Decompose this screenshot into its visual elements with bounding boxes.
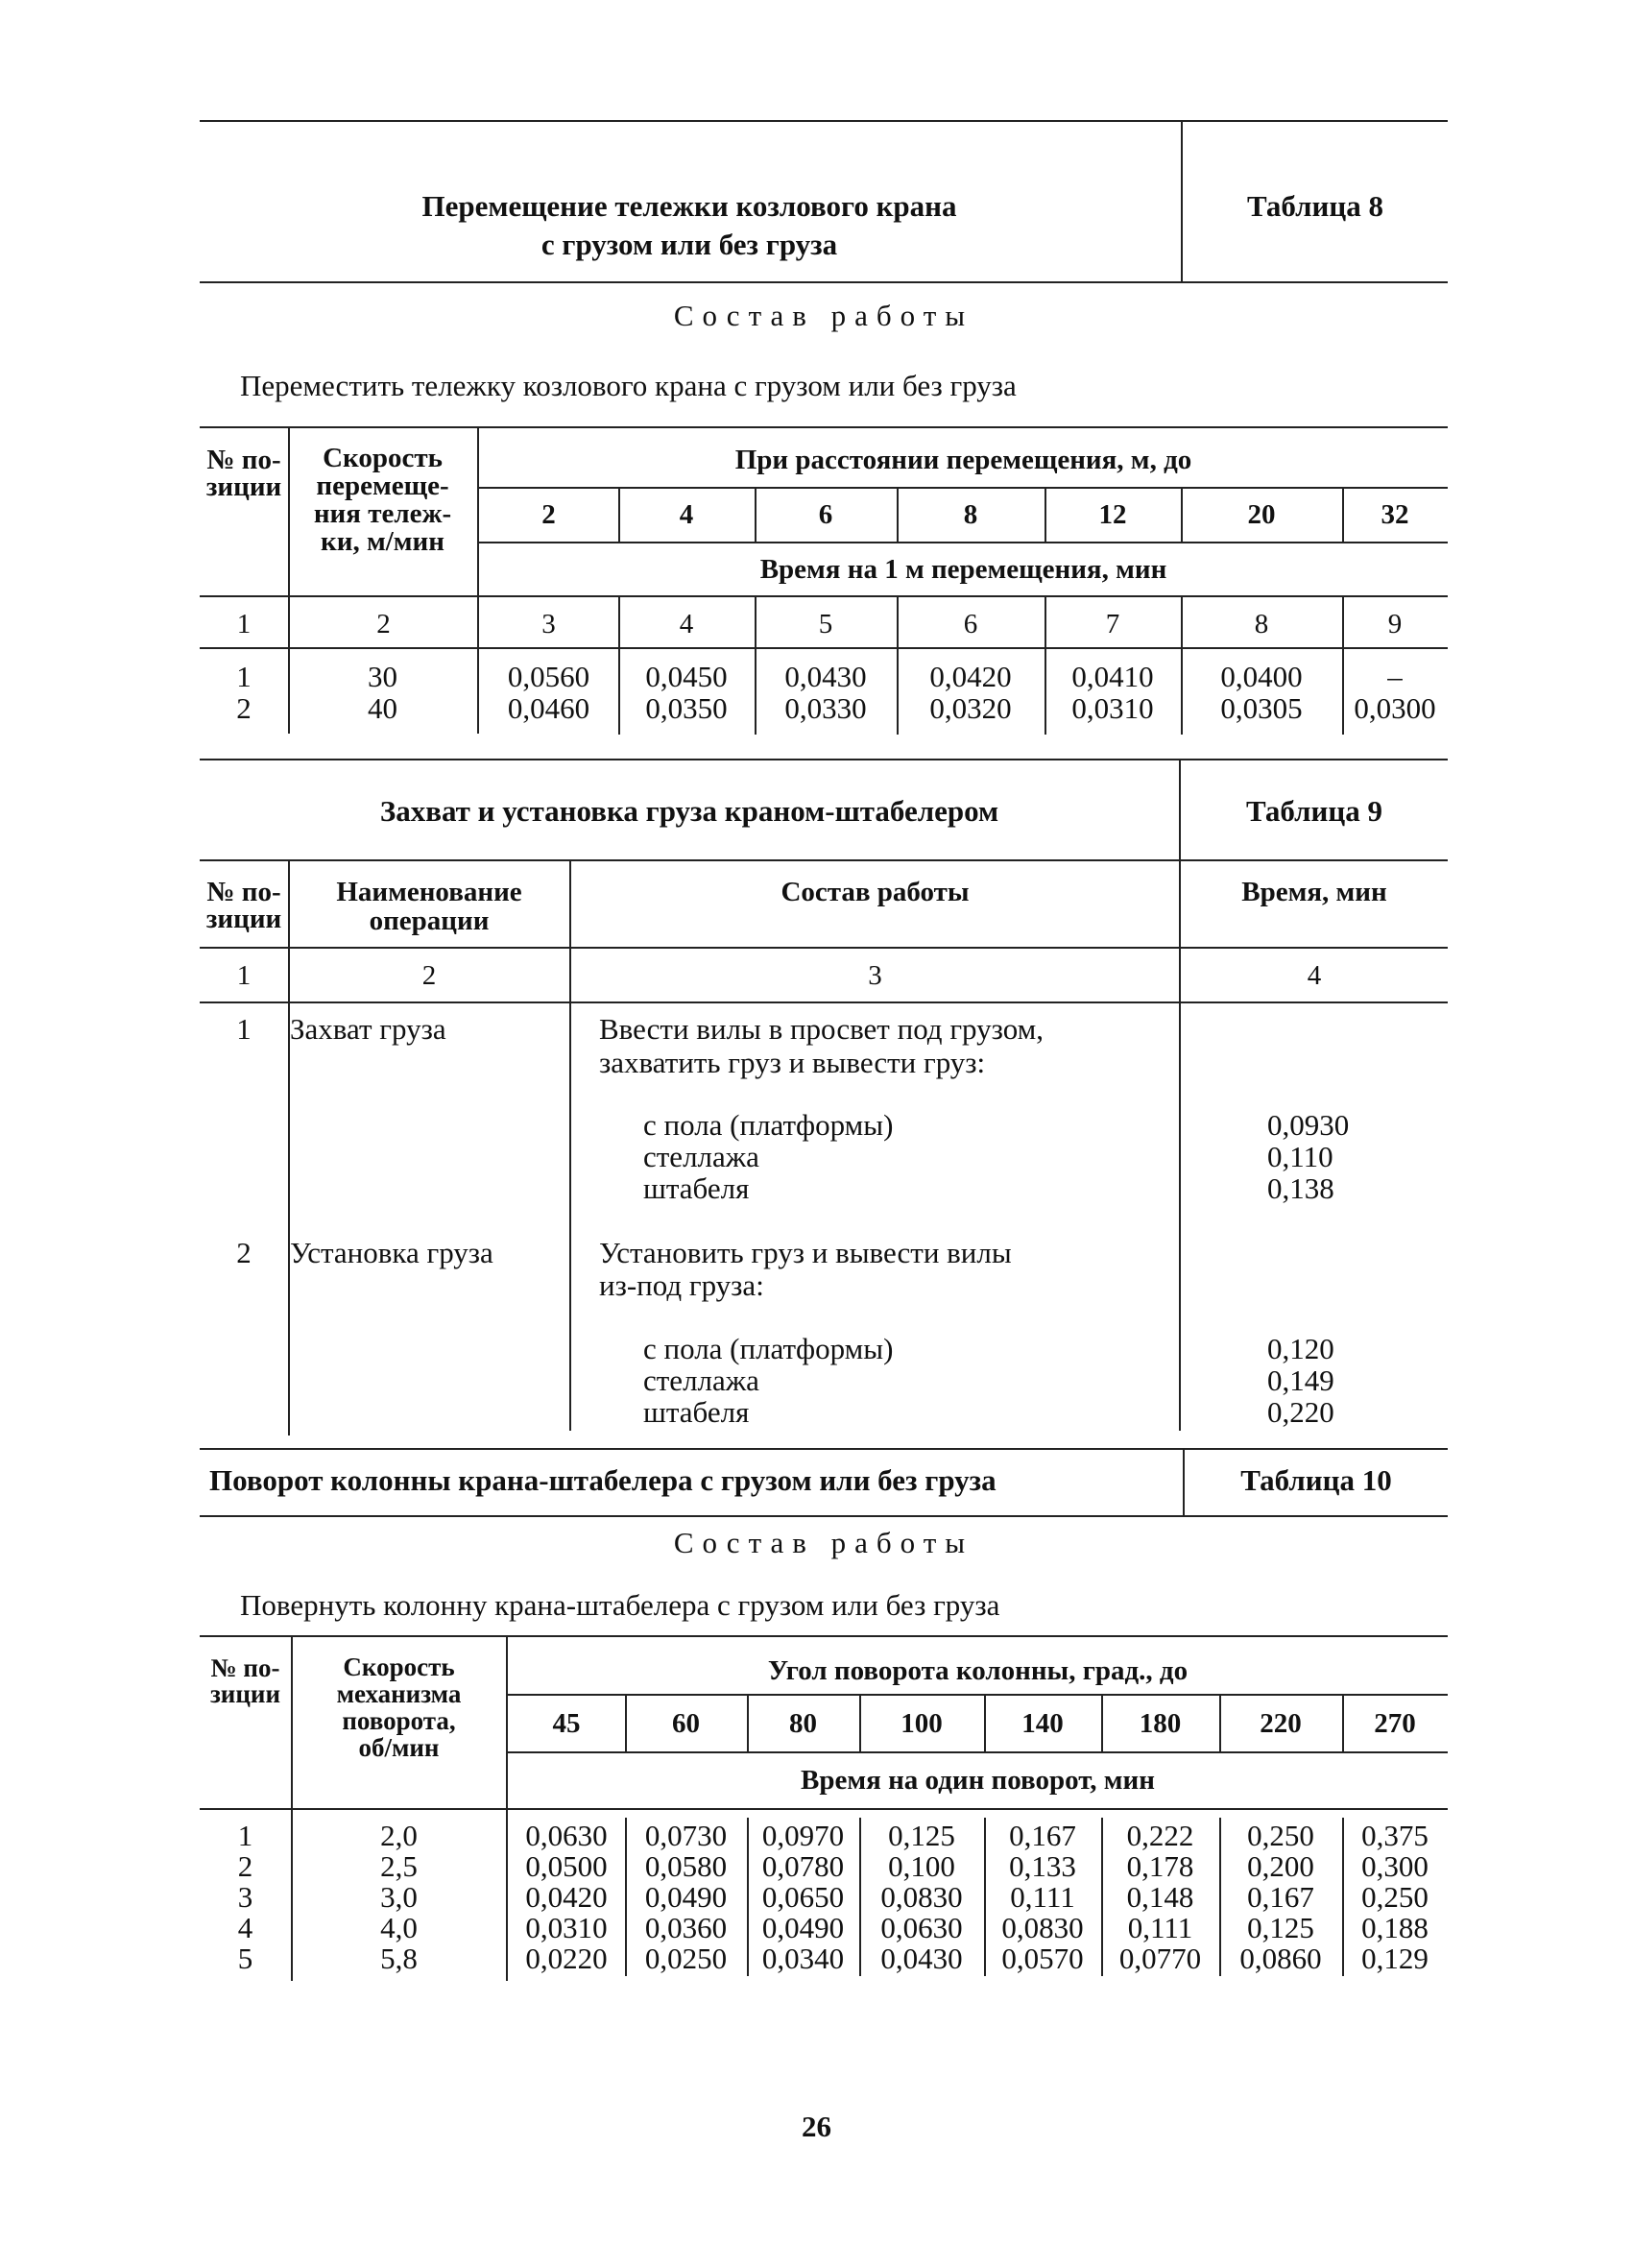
table8-row-value: 0,0410 — [1071, 660, 1154, 693]
table10-row-value: 0,0860 — [1239, 1942, 1322, 1975]
table10-angle-header: 80 — [789, 1708, 817, 1739]
table10-row-pos: 2 — [237, 1849, 253, 1883]
table8-column-number: 3 — [541, 609, 556, 639]
table8-distance-header: 6 — [818, 499, 833, 530]
table9-item-time: 0,120 — [1267, 1332, 1334, 1365]
table10-row-value: 0,222 — [1126, 1819, 1194, 1852]
table10-row-value: 0,0490 — [761, 1911, 845, 1944]
table10-col-speed-header: Скорость механизма поворота, об/мин — [336, 1653, 462, 1762]
table10-row-value: 0,0730 — [644, 1819, 728, 1852]
table10-row-value: 0,167 — [1247, 1880, 1314, 1914]
table10-row-pos: 1 — [237, 1819, 253, 1852]
table10-time-header: Время на один поворот, мин — [801, 1765, 1155, 1796]
table10-row-value: 0,111 — [1127, 1911, 1193, 1944]
table10-row-value: 0,0830 — [880, 1880, 963, 1914]
table9-item-time: 0,110 — [1267, 1140, 1333, 1173]
table8-distance-header: 2 — [541, 499, 556, 530]
table10-work-heading: Состав работы — [673, 1526, 974, 1559]
table10-row-value: 0,200 — [1247, 1849, 1314, 1883]
table10-row-value: 0,375 — [1361, 1819, 1429, 1852]
table10-row-value: 0,250 — [1247, 1819, 1314, 1852]
table10-angle-divider — [625, 1694, 627, 1751]
table9-col-work-header: Состав работы — [780, 877, 970, 907]
table10-row-value: 0,0630 — [525, 1819, 608, 1852]
table9-label: Таблица 9 — [1246, 794, 1382, 828]
table10-row-value: 0,129 — [1361, 1942, 1429, 1975]
table8-row-value: 0,0300 — [1354, 691, 1436, 725]
table9-colnum-4: 4 — [1307, 960, 1322, 991]
table8-distance-divider — [755, 487, 756, 542]
table10-row-value: 0,0500 — [525, 1849, 608, 1883]
table8-distance-header: 20 — [1247, 499, 1276, 530]
table10-work-text: Повернуть колонну крана-штабелера с грузом или без груза — [240, 1588, 1000, 1622]
table8-row-value: 0,0320 — [929, 691, 1012, 725]
table9-item-time: 0,149 — [1267, 1363, 1334, 1397]
table10-angle-divider — [747, 1694, 749, 1751]
table10-row-value: 0,111 — [1010, 1880, 1075, 1914]
table8-time-header: Время на 1 м перемещения, мин — [759, 554, 1167, 585]
table9-item-time: 0,220 — [1267, 1395, 1334, 1429]
table8-row-value: 0,0430 — [784, 660, 867, 693]
table10-label: Таблица 10 — [1240, 1463, 1392, 1497]
table8-distance-divider — [1181, 487, 1183, 542]
table9-colnum-3: 3 — [868, 960, 882, 991]
table10-row-speed: 2,5 — [380, 1849, 418, 1883]
table10-row-value: 0,0650 — [761, 1880, 845, 1914]
table8-column-number: 4 — [679, 609, 694, 639]
table8-column-number: 2 — [376, 609, 391, 639]
table10-row-value: 0,0250 — [644, 1942, 728, 1975]
table9-item-label: с пола (платформы) — [643, 1108, 894, 1142]
table8-row-pos: 2 — [236, 691, 252, 725]
table10-row-value: 0,0220 — [525, 1942, 608, 1975]
table10-angle-divider — [1219, 1694, 1221, 1751]
table10-angle-divider — [859, 1694, 861, 1751]
table9-col-time-header: Время, мин — [1241, 877, 1387, 907]
table10-row-value: 0,148 — [1126, 1880, 1194, 1914]
table10-row-value: 0,0310 — [525, 1911, 608, 1944]
table10-row-speed: 2,0 — [380, 1819, 418, 1852]
table10-angle-divider — [984, 1694, 986, 1751]
table9-row1-desc-line1: Ввести вилы в просвет под грузом, — [599, 1012, 1044, 1046]
table10-row-pos: 3 — [237, 1880, 253, 1914]
table8-column-number: 8 — [1254, 609, 1269, 639]
table8-distance-header: 32 — [1381, 499, 1409, 530]
table10-row-speed: 4,0 — [380, 1911, 418, 1944]
table8-row-speed: 30 — [368, 660, 397, 693]
table10-title: Поворот колонны крана-штабелера с грузом или без груза — [209, 1463, 997, 1497]
table10-row-value: 0,0420 — [525, 1880, 608, 1914]
table8-row-speed: 40 — [368, 691, 397, 725]
table10-row-value: 0,178 — [1126, 1849, 1194, 1883]
table8-distance-header: 8 — [963, 499, 978, 530]
table10-group-header: Угол поворота колонны, град., до — [767, 1655, 1189, 1686]
table10-row-value: 0,300 — [1361, 1849, 1429, 1883]
table8-row-pos: 1 — [236, 660, 252, 693]
table9-col-pos-header: № по- зиции — [205, 877, 282, 934]
table9-row1-pos: 1 — [236, 1012, 252, 1046]
table8-row-value: 0,0310 — [1071, 691, 1154, 725]
table8-row-value: 0,0450 — [645, 660, 728, 693]
table10-row-value: 0,0580 — [644, 1849, 728, 1883]
table10-row-value: 0,0570 — [1001, 1942, 1084, 1975]
table9-row2-desc-line2: из-под груза: — [599, 1268, 764, 1302]
table10-angle-header: 270 — [1374, 1708, 1416, 1739]
table10-row-value: 0,250 — [1361, 1880, 1429, 1914]
table8-work-heading: Состав работы — [673, 299, 974, 332]
table10-row-value: 0,125 — [1247, 1911, 1314, 1944]
table10-row-value: 0,167 — [1009, 1819, 1076, 1852]
table9-row2-pos: 2 — [236, 1236, 252, 1269]
table10-col-pos-header: № по- зиции — [209, 1653, 281, 1708]
table10-row-value: 0,0830 — [1001, 1911, 1084, 1944]
table8-title-line2: с грузом или без груза — [540, 228, 838, 261]
table10-row-value: 0,0340 — [761, 1942, 845, 1975]
table10-angle-divider — [1101, 1694, 1103, 1751]
table10-row-value: 0,0780 — [761, 1849, 845, 1883]
table8-row-value: 0,0560 — [507, 660, 590, 693]
table10-angle-header: 140 — [1021, 1708, 1064, 1739]
table10-angle-header: 220 — [1260, 1708, 1302, 1739]
table10-angle-header: 100 — [901, 1708, 943, 1739]
table9-col-name-header: Наименование операции — [336, 877, 522, 936]
table10-angle-header: 180 — [1139, 1708, 1182, 1739]
table10-row-value: 0,0770 — [1118, 1942, 1202, 1975]
table8-work-text: Переместить тележку козлового крана с грузом или без груза — [240, 369, 1017, 402]
table8-column-number: 6 — [963, 609, 978, 639]
table10-angle-header: 60 — [672, 1708, 700, 1739]
table9-item-label: стеллажа — [643, 1363, 759, 1397]
table10-row-value: 0,125 — [888, 1819, 955, 1852]
table9-item-label: стеллажа — [643, 1140, 759, 1173]
table8-row-value: 0,0420 — [929, 660, 1012, 693]
table8-group-header: При расстоянии перемещения, м, до — [734, 445, 1192, 475]
table8-column-number: 9 — [1387, 609, 1403, 639]
table8-distance-header: 4 — [679, 499, 694, 530]
table8-column-number: 1 — [236, 609, 252, 639]
table10-row-speed: 3,0 — [380, 1880, 418, 1914]
table10-row-value: 0,0630 — [880, 1911, 963, 1944]
table8-distance-divider — [618, 487, 620, 542]
table8-col-pos-header: № по- зиции — [205, 445, 282, 502]
table8-row-value: 0,0330 — [784, 691, 867, 725]
table10-angle-divider — [1342, 1694, 1344, 1751]
table9-row1-desc-line2: захватить груз и вывести груз: — [599, 1046, 986, 1079]
table10-row-pos: 4 — [237, 1911, 253, 1944]
table8-distance-divider — [897, 487, 899, 542]
table9-row2-name: Установка груза — [290, 1236, 493, 1269]
table9-row2-desc-line1: Установить груз и вывести вилы — [599, 1236, 1012, 1269]
table8-row-value: 0,0305 — [1220, 691, 1303, 725]
table8-row-value: 0,0400 — [1220, 660, 1303, 693]
table9-row1-name: Захват груза — [290, 1012, 446, 1046]
table8-distance-divider — [1045, 487, 1046, 542]
table8-column-number: 7 — [1105, 609, 1120, 639]
table10-row-speed: 5,8 — [380, 1942, 418, 1975]
table10-row-value: 0,0490 — [644, 1880, 728, 1914]
table10-row-value: 0,0430 — [880, 1942, 963, 1975]
table10-row-value: 0,100 — [888, 1849, 955, 1883]
table8-row-value: 0,0350 — [645, 691, 728, 725]
table8-col-speed-header: Скорость перемеще- ния тележ- ки, м/мин — [313, 443, 452, 557]
table9-colnum-1: 1 — [236, 960, 252, 991]
table10-row-value: 0,0360 — [644, 1911, 728, 1944]
table9-item-time: 0,138 — [1267, 1171, 1334, 1205]
table9-item-label: штабеля — [643, 1171, 750, 1205]
table8-title-line1: Перемещение тележки козлового крана — [421, 189, 957, 223]
table9-item-label: с пола (платформы) — [643, 1332, 894, 1365]
table10-row-value: 0,188 — [1361, 1911, 1429, 1944]
table9-colnum-2: 2 — [421, 960, 437, 991]
table9-title: Захват и установка груза краном-штабелером — [379, 794, 999, 828]
table10-row-value: 0,0970 — [761, 1819, 845, 1852]
page-number: 26 — [802, 2110, 831, 2143]
table8-column-number: 5 — [818, 609, 833, 639]
table10-row-value: 0,133 — [1009, 1849, 1076, 1883]
table8-distance-divider — [1342, 487, 1344, 542]
table10-row-pos: 5 — [237, 1942, 253, 1975]
table9-item-time: 0,0930 — [1267, 1108, 1350, 1142]
table8-row-value: – — [1387, 660, 1403, 693]
table10-angle-header: 45 — [552, 1708, 581, 1739]
table8-label: Таблица 8 — [1247, 189, 1383, 223]
table8-distance-header: 12 — [1098, 499, 1127, 530]
table8-row-value: 0,0460 — [507, 691, 590, 725]
table9-item-label: штабеля — [643, 1395, 750, 1429]
